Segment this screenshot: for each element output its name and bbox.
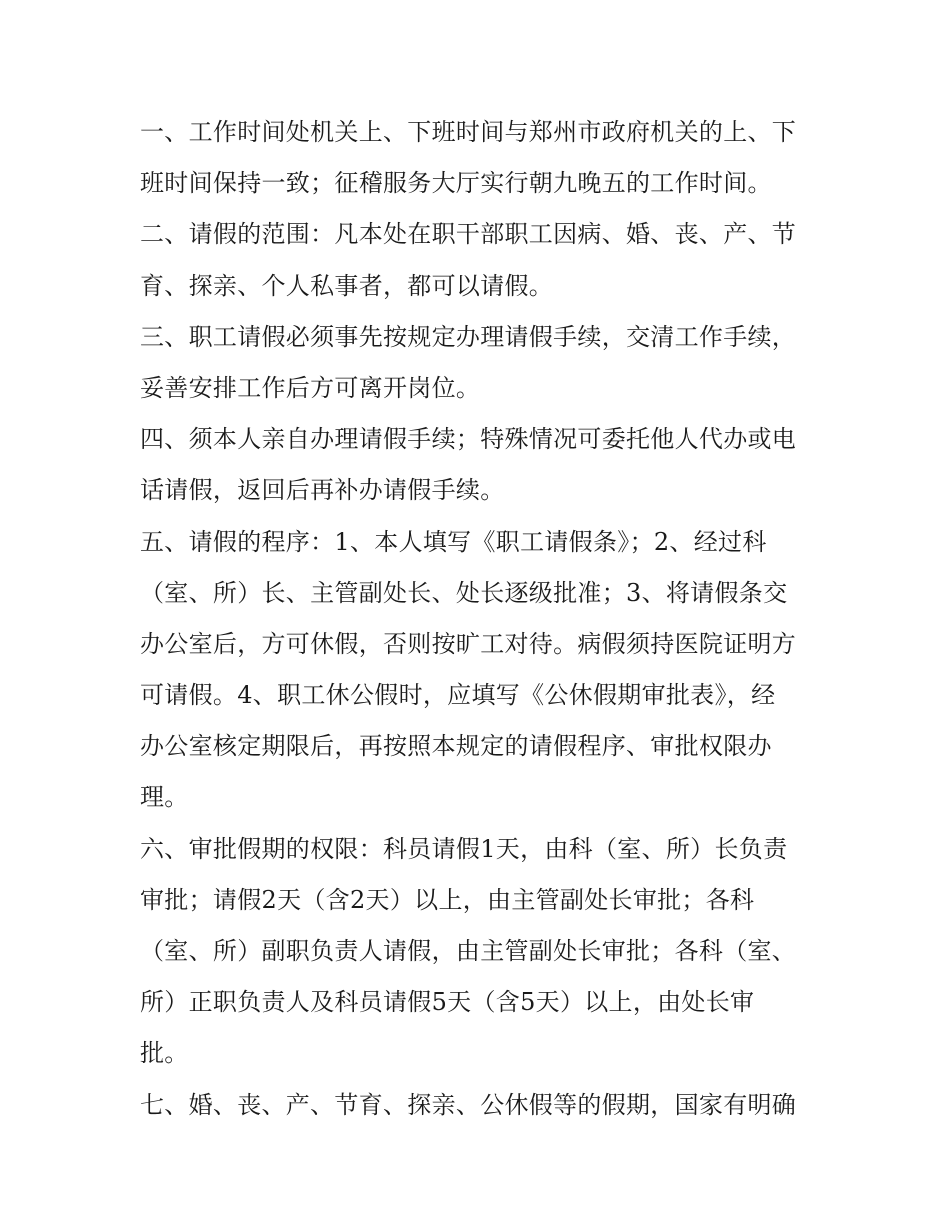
paragraph-line: 可请假。4、职工休公假时，应填写《公休假期审批表》，经 [140,681,776,710]
document-body [140,107,820,1131]
paragraph-leave-procedure [140,517,820,824]
paragraph-line: 三、职工请假必须事先按规定办理请假手续，交清工作手续， [140,322,797,351]
paragraph-line: （室、所）长、主管副处长、处长逐级批准；3、将请假条交 [140,578,788,607]
paragraph-line: 育、探亲、个人私事者，都可以请假。 [140,271,554,300]
paragraph-line: 六、审批假期的权限：科员请假1天，由科（室、所）长负责 [140,834,788,863]
paragraph-approval-authority [140,824,820,1080]
paragraph-advance-request [140,312,820,414]
paragraph-line: 七、婚、丧、产、节育、探亲、公休假等的假期，国家有明确 [140,1090,797,1119]
paragraph-line: 理。 [140,783,189,812]
paragraph-line: 班时间保持一致；征稽服务大厅实行朝九晚五的工作时间。 [140,169,772,198]
paragraph-line: 办公室后，方可休假，否则按旷工对待。病假须持医院证明方 [140,629,797,658]
paragraph-leave-scope [140,209,820,311]
paragraph-line: 妥善安排工作后方可离开岗位。 [140,373,481,402]
paragraph-statutory-leave [140,1080,820,1131]
paragraph-work-hours [140,107,820,209]
paragraph-line: 办公室核定期限后，再按照本规定的请假程序、审批权限办 [140,732,772,761]
paragraph-line: 话请假，返回后再补办请假手续。 [140,476,505,505]
paragraph-line: （室、所）副职负责人请假，由主管副处长审批；各科（室、 [140,937,797,965]
paragraph-line: 五、请假的程序：1、本人填写《职工请假条》；2、经过科 [140,527,767,556]
paragraph-line: 二、请假的范围：凡本处在职干部职工因病、婚、丧、产、节 [140,220,797,249]
paragraph-in-person [140,414,820,516]
paragraph-line: 批。 [140,1039,189,1068]
paragraph-line: 四、须本人亲自办理请假手续；特殊情况可委托他人代办或电 [140,425,797,454]
paragraph-line: 审批；请假2天（含2天）以上，由主管副处长审批；各科 [140,885,755,914]
paragraph-line: 一、工作时间处机关上、下班时间与郑州市政府机关的上、下 [140,118,797,146]
paragraph-line: 所）正职负责人及科员请假5天（含5天）以上，由处长审 [140,988,755,1017]
